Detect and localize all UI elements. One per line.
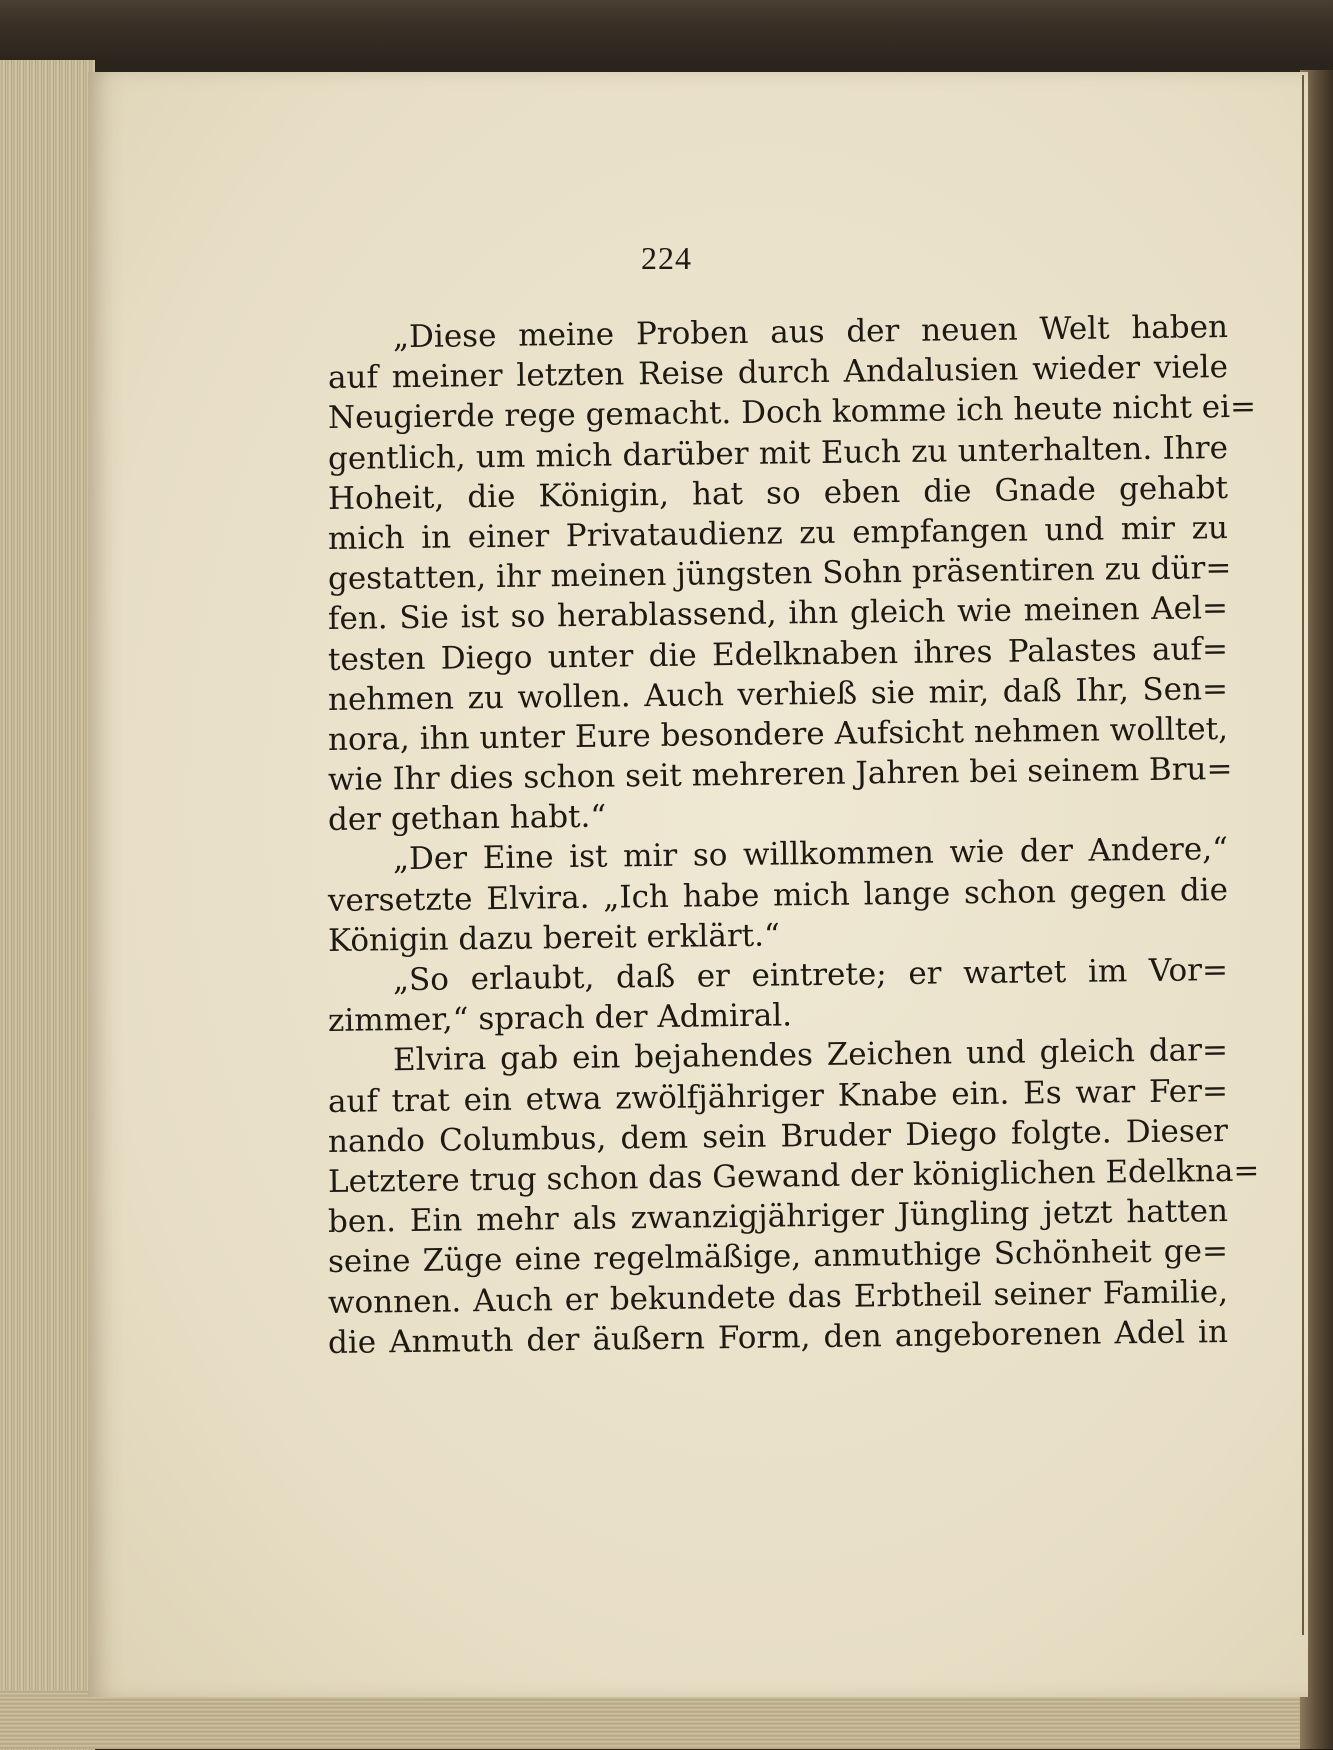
book-binding-top [0,0,1333,60]
text-line: zimmer,“ sprach der Admiral. [327,997,793,1040]
text-line: testen Diego unter die Edelknaben ihres Palastes auf= [327,630,1229,678]
text-line: Elvira gab ein bejahendes Zeichen und gleich dar= [392,1032,1229,1079]
text-line: „Diese meine Proben aus der neuen Welt haben [392,309,1229,356]
page-number: 224 [641,240,692,276]
text-line: Königin dazu bereit erklärt.“ [327,917,781,959]
text-line: „So erlaubt, daß er eintrete; er wartet im Vor= [392,952,1229,999]
text-line: Hoheit, die Königin, hat so eben die Gnade gehabt [327,469,1229,517]
text-line: nando Columbus, dem sein Bruder Diego folgte. Dieser [327,1112,1229,1160]
text-line: ben. Ein mehr als zwanzigjähriger Jüngling jetzt hatten [327,1193,1229,1241]
text-line: der gethan habt.“ [327,798,607,839]
body-text [327,309,1260,1363]
gutter-shadow [1302,75,1304,1635]
page-edges-bottom [0,1690,1333,1749]
text-line: die Anmuth der äußern Form, den angeborenen Adel in [327,1313,1229,1361]
text-line: wonnen. Auch er bekundete das Erbtheil seiner Familie, [327,1273,1229,1321]
text-line: nora, ihn unter Eure besondere Aufsicht nehmen wolltet, [327,710,1229,758]
text-line: auf trat ein etwa zwölfjähriger Knabe ein. Es war Fer= [327,1072,1229,1120]
text-line: „Der Eine ist mir so willkommen wie der Andere,“ [392,831,1229,878]
text-line: fen. Sie ist so herablassend, ihn gleich wie meinen Ael= [327,590,1229,638]
text-line: mich in einer Privataudienz zu empfangen und mir zu [327,509,1229,557]
text-line: nehmen zu wollen. Auch verhieß sie mir, daß Ihr, Sen= [327,670,1229,718]
text-line: Letztere trug schon das Gewand der königlichen Edelkna= [327,1152,1260,1200]
text-line: gentlich, um mich darüber mit Euch zu unterhalten. Ihre [327,429,1229,477]
text-line: gestatten, ihr meinen jüngsten Sohn präsentiren zu dür= [327,550,1232,598]
text-line: seine Züge eine regelmäßige, anmuthige Schönheit ge= [327,1233,1229,1281]
text-line: wie Ihr dies schon seit mehreren Jahren bei seinem Bru= [327,751,1233,799]
text-line: Neugierde rege gemacht. Doch komme ich heute nicht ei= [327,389,1257,437]
text-line: auf meiner letzten Reise durch Andalusien wieder viele [327,349,1229,397]
text-line: versetzte Elvira. „Ich habe mich lange schon gegen die [327,871,1229,919]
page-edges-left [0,60,95,1750]
